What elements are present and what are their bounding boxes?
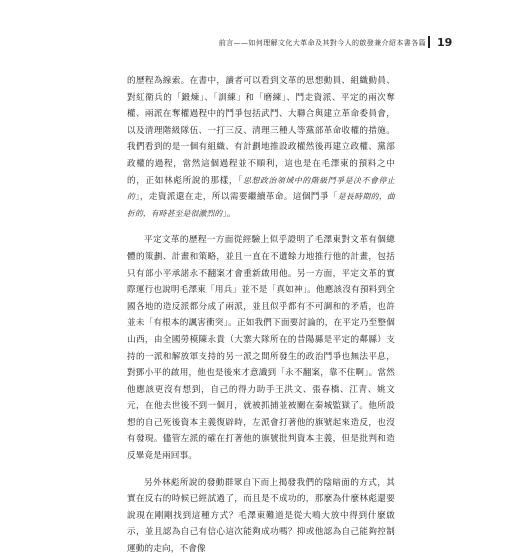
paragraph-1-text-c: 」。 <box>222 208 236 219</box>
paragraph-1-text-a: 的歷程為線索。在書中，讀者可以看到文革的思想動員、組織動員、對紅衛兵的「鍛煉」、「訓練」和「磨練」、鬥走資派、平定的兩次奪權、兩派在奪權過程中的鬥爭包括武鬥、大聯合與建立革命委員會，以及清理階級隊伍、一打三反、清理三種人等黨部革命收權的措施。我們看到的是一個有組織、有計劃地推設政權然後再建立政權、黨部政權的過程，當然這個過程並不順利，這也是在毛澤東的預料之中的，正如林彪所說的那樣，「 <box>127 76 395 186</box>
paragraph-1 <box>127 73 395 222</box>
page-number: 19 <box>437 36 453 49</box>
quote-lin-biao-1: 思想政治領域中的階級鬥爭是決不會停止的 <box>127 175 395 202</box>
paragraph-3: 另外林彪所說的發動群眾自下而上揭發我們的陰暗面的方式，其實在反右的時候已經試過了，而且是不成功的，那麼為什麼林彪還要說現在剛剛找到這種方式？毛澤東難道是從大鳴大放中得到什麼啟示，並且認為自己有信心這次能夠成功嗎？抑或他認為自己能夠控制運動的走向，不會像 <box>127 477 395 555</box>
paragraph-1-text-b: 」，走資派還在走，所以需要繼續革命。這個鬥爭「 <box>135 192 338 203</box>
body-text <box>127 73 395 558</box>
running-header: 前言——如何理解文化大革命及其對今人的啟發兼介紹本書各篇 <box>218 39 426 47</box>
header-divider-bar <box>428 36 430 48</box>
quote-lin-biao-2: 是長時期的，曲折的，有時甚至是很激烈的 <box>127 192 395 218</box>
paragraph-2: 平定文革的歷程一方面從經驗上似乎證明了毛澤東對文革有個總體的策劃、計畫和策略，並且一直在不遺餘力地推行他的計畫，包括只有部小平承諾永不翻案才會重新啟用他。另一方面，平定文革的實際運行也說明毛澤東「用兵」並不是「真如神」。他應該沒有預料到全國各地的造反派都分成了兩派，並且似乎都有不可調和的矛盾，也許並未「有根本的諷害衝突」。正如我們下面要討論的，在平定乃至整個山西，由全國勞模陳永貴（大寨大隊所在的昔陽縣是平定的鄰縣）支持的一派和解放軍支持的另一派之間所發生的政治鬥爭也無法平息，對鄧小平的啟用，他也是後來才意識到「永不翻案，靠不住啊」。當然他應該更沒有想到，自己的得力助手王洪文、張春橋、江青、姚文元，在他去世後不到一個月，就被抓捕並被關在秦城監獄了。他所設想的自己死後資本主義復辟時，左派會打著他的旗號起來造反，也沒有發現。儘管左派的確在打著他的旗號批判資本主義，但是批判和造反畢竟是兩回事。 <box>127 235 395 462</box>
